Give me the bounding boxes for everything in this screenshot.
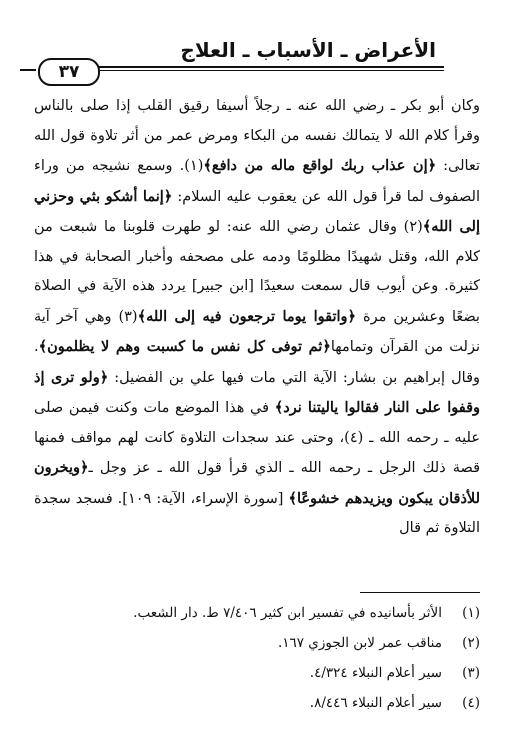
- footnote-number: (٢): [462, 635, 480, 651]
- footnote-text: سير أعلام النبلاء ٤/٣٢٤.: [309, 665, 442, 681]
- quran-quote: ﴿ولو ترى إذ وقفوا على النار فقالوا ياليتنا نرد﴾: [34, 368, 481, 416]
- footnote: [60, 688, 480, 718]
- text-segment: (٢) وقال عثمان رضي الله عنه: لو طهرت قلوبنا ما شبعت من كلام الله، وقتل شهيدًا مظلومًا ودمه على مصحفه وأخبار الصحابة في هذا كثيرة. وعن أيوب قال سمعت سعيدًا [ابن جبير] يردد هذه الآية في الصلاة بضعًا وعشرين مرة: [34, 219, 480, 325]
- footnote: [60, 658, 480, 688]
- quran-quote: ﴿ثم توفى كل نفس ما كسبت وهم لا يظلمون﴾: [38, 338, 331, 355]
- footnote: [60, 628, 480, 658]
- body-text: [34, 92, 480, 544]
- text-segment: في هذا الموضع مات وكنت فيمن صلى عليه ـ رحمه الله ـ (٤)، وحتى عند سجدات التلاوة كانت لهم مواقف فمنها قصة ذلك الرجل ـ رحمه الله ـ الذي قرأ قول الله ـ عز وجل ـ: [34, 400, 480, 476]
- footnote-text: الأثر بأسانيده في تفسير ابن كثير ٧/٤٠٦ ط. دار الشعب.: [133, 605, 442, 621]
- text-segment: (٣) وهي آخر آية نزلت من القرآن وتمامها: [34, 308, 480, 355]
- footnote-text: سير أعلام النبلاء ٨/٤٤٦.: [309, 695, 442, 711]
- footnote-number: (٣): [462, 665, 480, 681]
- header-rule-thin: [40, 70, 444, 71]
- running-title: الأعراض ـ الأسباب ـ العلاج: [180, 38, 436, 62]
- running-head: [40, 36, 436, 64]
- text-segment: [سورة الإسراء، الآية: ١٠٩]. فسجد سجدة التلاوة ثم قال: [34, 490, 480, 536]
- body-paragraph: [34, 92, 480, 544]
- quran-quote: ﴿إن عذاب ربك لواقع ماله من دافع﴾: [203, 157, 437, 174]
- footnote: [60, 598, 480, 628]
- text-segment: (١). وسمع نشيجه من وراء الصفوف لما قرأ قول الله عن يعقوب عليه السلام:: [34, 158, 480, 205]
- footnote-text: مناقب عمر لابن الجوزي ١٦٧.: [277, 635, 442, 651]
- footnote-number: (٤): [462, 695, 480, 711]
- page-number-dash: [20, 69, 36, 71]
- footnotes: [60, 598, 480, 718]
- quran-quote: ﴿واتقوا يوما ترجعون فيه إلى الله﴾: [137, 307, 357, 325]
- header-rule: [40, 66, 444, 68]
- footnote-number: (١): [462, 605, 480, 621]
- page-number: ٣٧: [38, 58, 100, 86]
- text-segment: . وقال إبراهيم بن بشار: الآية التي مات فيها علي بن الفضيل:: [34, 339, 481, 386]
- quran-quote: ﴿ويخرون للأذقان يبكون ويزيدهم خشوعًا﴾: [34, 459, 480, 507]
- text-segment: وكان أبو بكر ـ رضي الله عنه ـ رجلاً أسيفا رقيق القلب إذا صلى بالناس وقرأ كلام الله لا يتمالك نفسه من البكاء ومرض عمر من أثر تلاوة قول الله تعالى:: [34, 98, 481, 174]
- quran-quote: ﴿إنما أشكو بثي وحزني إلى الله﴾: [34, 187, 480, 235]
- footnote-rule: [360, 592, 480, 593]
